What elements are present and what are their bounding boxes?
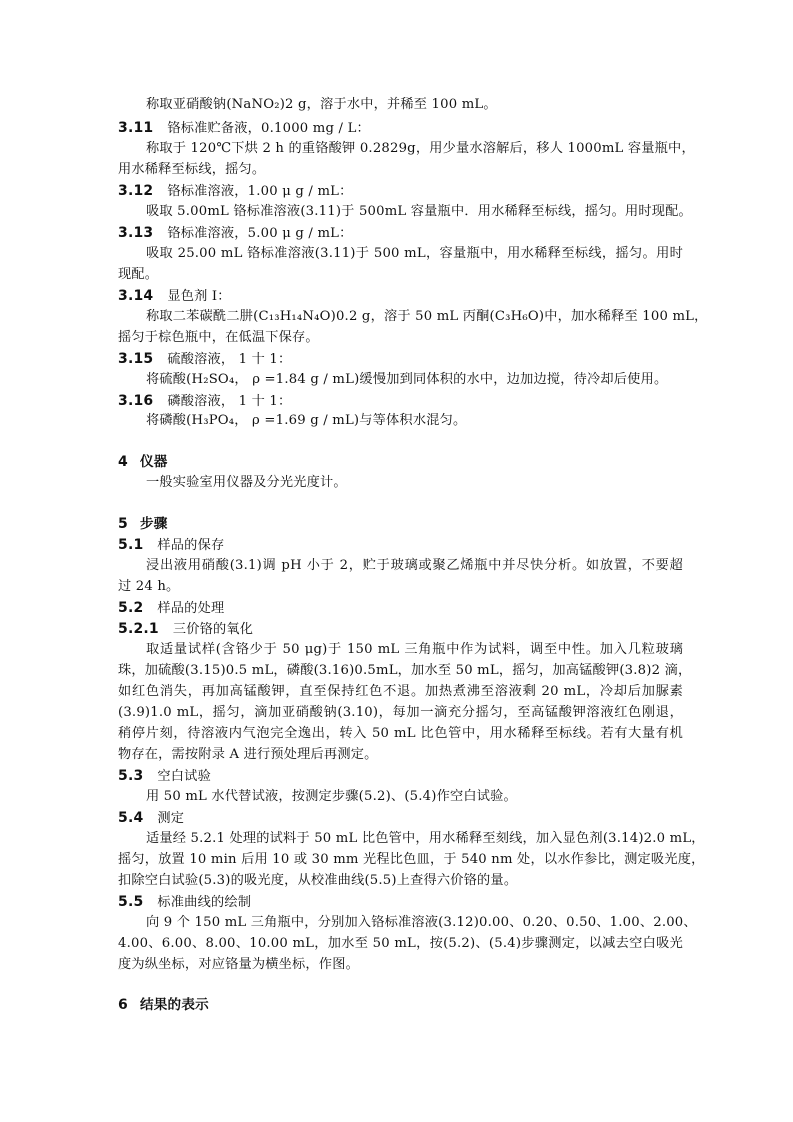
text-line: 一般实验室用仪器及分光光度计。 xyxy=(146,475,347,490)
chapter-heading-4 xyxy=(118,453,683,471)
section-heading-5-4 xyxy=(118,809,683,828)
text-line: 现配。 xyxy=(118,267,159,282)
text-line: 向 9 个 150 mL 三角瓶中，分别加入铬标准溶液(3.12)0.00、0.20、0.50、1.00、2.00、 xyxy=(146,915,697,930)
section-heading-3-11 xyxy=(118,119,683,138)
section-heading-3-13 xyxy=(118,224,683,243)
text-line: 如红色消失，再加高锰酸钾，直至保持红色不退。加热煮沸至溶液剩 20 mL，冷却后加脲素 xyxy=(118,684,683,699)
section-title: 磷酸溶液， 1 十 1： xyxy=(167,394,292,409)
section-title: 铬标准溶液，1.00 μ g / mL： xyxy=(167,184,353,199)
section-title: 标准曲线的绘制 xyxy=(157,895,252,910)
text-line: 4.00、6.00、8.00、10.00 mL，加水至 50 mL，按(5.2)、(5.4)步骤测定，以减去空白吸光 xyxy=(118,936,683,951)
text-line: 用水稀释至标线，摇匀。 xyxy=(118,162,266,177)
text-line: 浸出液用硝酸(3.1)调 pH 小于 2，贮于玻璃或聚乙烯瓶中并尽快分析。如放置，不要超 xyxy=(146,558,683,573)
text-line: 取适量试样(含铬少于 50 μg)于 150 mL 三角瓶中作为试料，调至中性。加入几粒玻璃 xyxy=(146,642,683,657)
section-number: 3.16 xyxy=(118,393,154,409)
text-line: 珠，加硫酸(3.15)0.5 mL，磷酸(3.16)0.5mL，加水至 50 mL，摇匀，加高锰酸钾(3.8)2 滴， xyxy=(118,663,692,678)
section-number: 3.12 xyxy=(118,183,154,199)
section-number: 5.4 xyxy=(118,810,144,826)
text-line: 摇匀于棕色瓶中，在低温下保存。 xyxy=(118,330,319,345)
section-heading-3-15 xyxy=(118,350,683,369)
text-line: 扣除空白试验(5.3)的吸光度，从校准曲线(5.5)上查得六价铬的量。 xyxy=(118,873,518,888)
chapter-number: 5 xyxy=(118,516,128,532)
section-number: 3.15 xyxy=(118,351,154,367)
text-line: 将磷酸(H₃PO₄， ρ =1.69 g / mL)与等体积水混匀。 xyxy=(146,413,467,428)
chapter-heading-5 xyxy=(118,515,683,533)
text-line: 过 24 h。 xyxy=(118,579,180,594)
text-line: 适量经 5.2.1 处理的试料于 50 mL 比色管中，用水稀释至刻线，加入显色剂(3.14)2.0 mL， xyxy=(146,831,705,846)
section-title: 样品的保存 xyxy=(157,538,225,553)
chapter-title: 步骤 xyxy=(139,516,168,532)
section-heading-5-3 xyxy=(118,767,683,786)
section-number: 3.11 xyxy=(118,120,154,136)
section-heading-3-12 xyxy=(118,182,683,201)
text-line: 用 50 mL 水代替试液，按测定步骤(5.2)、(5.4)作空白试验。 xyxy=(146,789,517,804)
text-line: 将硫酸(H₂SO₄， ρ =1.84 g / mL)缓慢加到同体积的水中，边加边搅，待冷却后使用。 xyxy=(146,372,668,387)
section-title: 测定 xyxy=(157,811,185,826)
section-number: 5.2.1 xyxy=(118,621,159,637)
text-line: 称取于 120℃下烘 2 h 的重铬酸钾 0.2829g，用少量水溶解后，移人 1000mL 容量瓶中， xyxy=(146,141,695,156)
section-number: 5.5 xyxy=(118,894,144,910)
text-line: 吸取 5.00mL 铬标准溶液(3.11)于 500mL 容量瓶中．用水稀释至标线，摇匀。用时现配。 xyxy=(146,204,692,219)
section-heading-3-16 xyxy=(118,392,683,411)
section-title: 三价铬的氧化 xyxy=(172,622,254,637)
section-number: 3.14 xyxy=(118,288,154,304)
chapter-title: 仪器 xyxy=(139,454,168,470)
text-line: 称取二苯碳酰二肼(C₁₃H₁₄N₄O)0.2 g，溶于 50 mL 丙酮(C₃H₆O)中，加水稀释至 100 mL， xyxy=(146,309,708,324)
text-line: (3.9)1.0 mL，摇匀，滴加亚硝酸钠(3.10)，每加一滴充分摇匀，至高锰酸钾溶液红色刚退， xyxy=(118,705,683,720)
section-number: 5.2 xyxy=(118,600,144,616)
section-title: 空白试验 xyxy=(157,769,211,784)
section-heading-5-5 xyxy=(118,893,683,912)
section-heading-5-1 xyxy=(118,536,683,555)
text-line: 称取亚硝酸钠(NaNO₂)2 g，溶于水中，并稀至 100 mL。 xyxy=(146,97,497,112)
text-line: 摇匀，放置 10 min 后用 10 或 30 mm 光程比色皿，于 540 nm 处，以水作参比，测定吸光度， xyxy=(118,852,705,867)
section-number: 5.3 xyxy=(118,768,144,784)
text-line: 稍停片刻，待溶液内气泡完全逸出，转入 50 mL 比色管中，用水稀释至标线。若有大量有机 xyxy=(118,726,683,741)
section-number: 3.13 xyxy=(118,225,154,241)
section-heading-5-2-1 xyxy=(118,620,683,639)
text-line: 物存在，需按附录 A 进行预处理后再测定。 xyxy=(118,747,378,762)
section-title: 硫酸溶液， 1 十 1： xyxy=(167,352,292,367)
section-title: 铬标准溶液，5.00 μ g / mL： xyxy=(167,226,353,241)
section-heading-5-2 xyxy=(118,599,683,618)
chapter-title: 结果的表示 xyxy=(139,997,209,1013)
section-title: 显色剂 I： xyxy=(167,289,231,304)
text-line: 度为纵坐标，对应铬量为横坐标，作图。 xyxy=(118,957,359,972)
text-line: 吸取 25.00 mL 铬标准溶液(3.11)于 500 mL，容量瓶中，用水稀释至标线，摇匀。用时 xyxy=(146,246,683,261)
chapter-heading-6 xyxy=(118,996,683,1014)
section-title: 铬标准贮备液，0.1000 mg / L： xyxy=(167,121,370,136)
section-heading-3-14 xyxy=(118,287,683,306)
chapter-number: 4 xyxy=(118,454,128,470)
section-number: 5.1 xyxy=(118,537,144,553)
chapter-number: 6 xyxy=(118,997,128,1013)
section-title: 样品的处理 xyxy=(157,601,225,616)
